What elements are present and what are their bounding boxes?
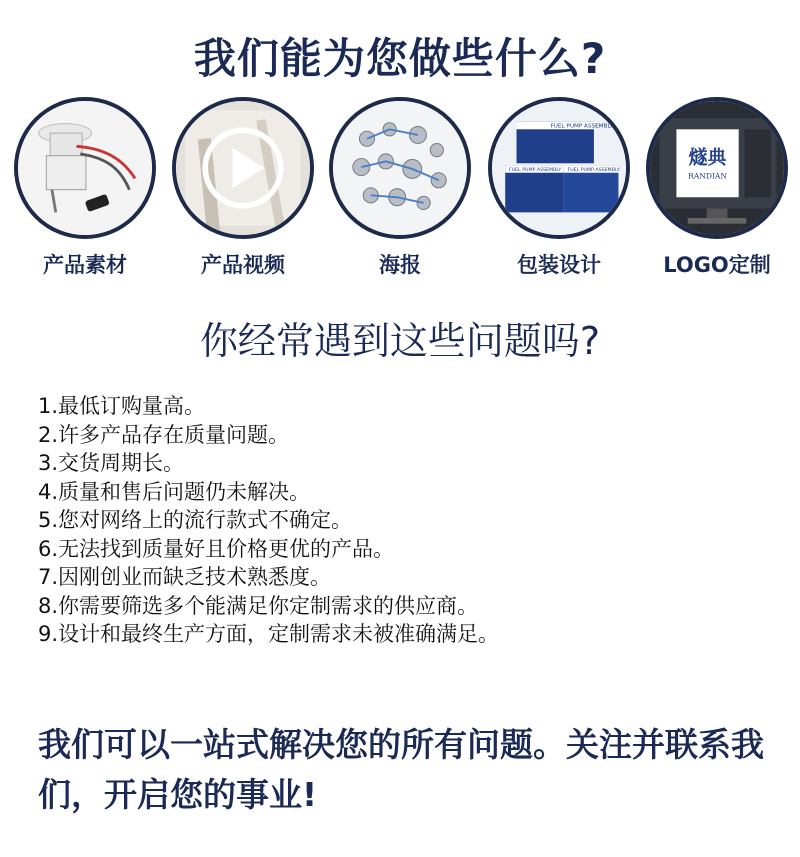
service-label-logo-custom: LOGO定制 bbox=[663, 253, 771, 277]
page-title: 我们能为您做些什么? bbox=[193, 34, 607, 83]
service-label-poster: 海报 bbox=[379, 253, 421, 277]
package-label-right: FUEL PUMP ASSEMBLY bbox=[567, 167, 620, 173]
services-row bbox=[0, 97, 800, 277]
problems-list bbox=[38, 392, 778, 649]
list-item: 2.许多产品存在质量问题。 bbox=[38, 422, 290, 447]
service-product-video[interactable] bbox=[168, 97, 318, 279]
service-poster[interactable] bbox=[325, 97, 475, 279]
closing-statement: 我们可以一站式解决您的所有问题。关注并联系我们，开启您的事业! bbox=[38, 725, 764, 814]
service-label-packaging: 包装设计 bbox=[517, 253, 601, 277]
parts-poster-icon bbox=[329, 97, 471, 239]
service-label-product-material: 产品素材 bbox=[43, 253, 127, 277]
service-product-material[interactable] bbox=[10, 97, 160, 279]
list-item: 5.您对网络上的流行款式不确定。 bbox=[38, 508, 353, 532]
list-item: 7.因刚创业而缺乏技术熟悉度。 bbox=[38, 565, 332, 589]
service-logo-custom[interactable] bbox=[642, 97, 792, 279]
problems-heading: 你经常遇到这些问题吗? bbox=[199, 319, 601, 363]
list-item: 4.质量和售后问题仍未解决。 bbox=[38, 479, 311, 504]
service-label-product-video: 产品视频 bbox=[201, 253, 285, 277]
list-item: 1.最低订购量高。 bbox=[38, 394, 206, 418]
logo-text-cn: 燧典 bbox=[688, 146, 727, 169]
service-packaging[interactable] bbox=[484, 97, 634, 279]
packaging-box-icon bbox=[488, 97, 630, 239]
package-label-top: FUEL PUMP ASSEMBLY bbox=[550, 123, 614, 130]
fuel-pump-product-icon bbox=[14, 97, 156, 239]
logo-text-en: RANDIAN bbox=[688, 171, 727, 181]
logo-monitor-icon bbox=[646, 97, 788, 239]
list-item: 3.交货周期长。 bbox=[38, 451, 185, 475]
list-item: 9.设计和最终生产方面，定制需求未被准确满足。 bbox=[38, 622, 500, 646]
play-video-icon bbox=[172, 97, 314, 239]
package-label-left: FUEL PUMP ASSEMBLY bbox=[508, 167, 562, 173]
list-item: 6.无法找到质量好且价格更优的产品。 bbox=[38, 536, 395, 561]
list-item: 8.你需要筛选多个能满足你定制需求的供应商。 bbox=[38, 593, 479, 618]
